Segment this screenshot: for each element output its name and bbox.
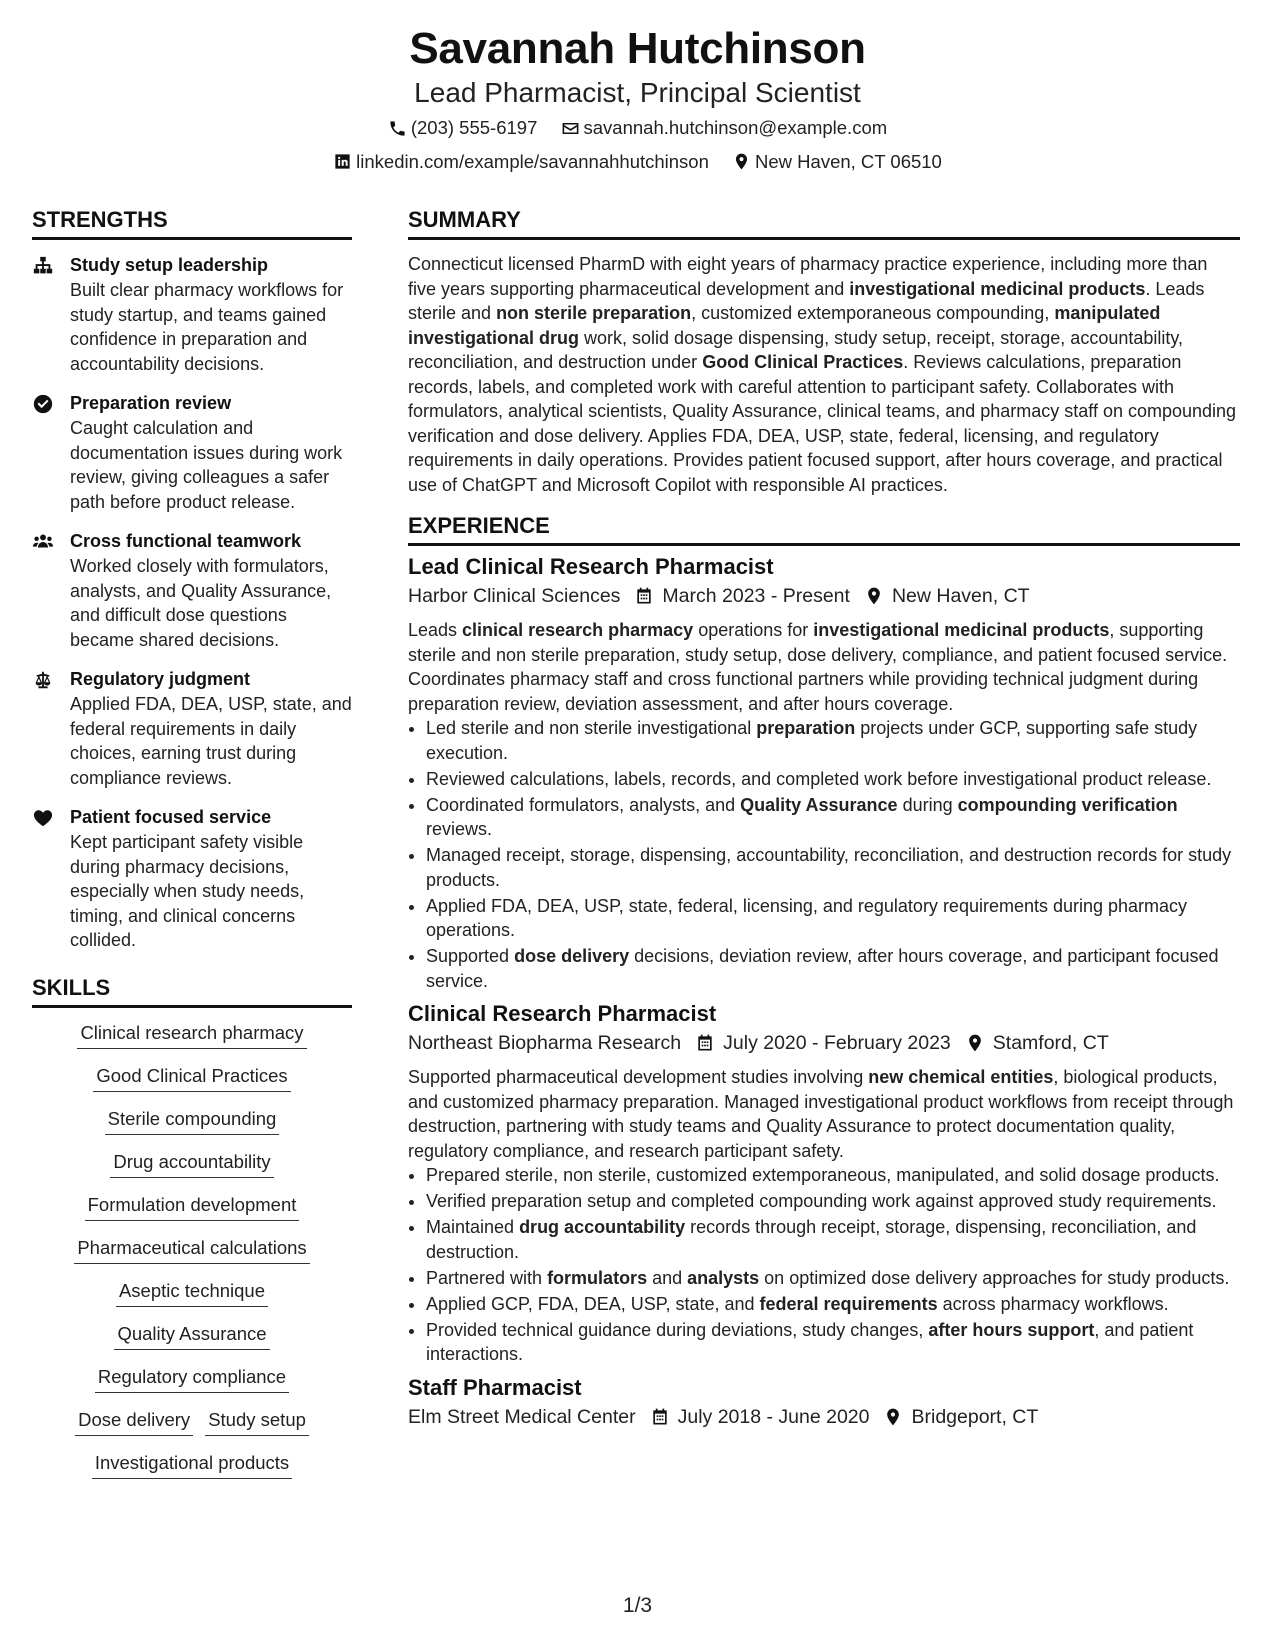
sitemap-icon bbox=[32, 255, 54, 277]
experience-heading: EXPERIENCE bbox=[408, 511, 1240, 546]
phone-contact[interactable] bbox=[388, 116, 538, 140]
strength-title: Study setup leadership bbox=[70, 255, 269, 275]
bullet-item: • Verified preparation setup and completed compounding work against approved study requirements. bbox=[426, 1189, 1240, 1214]
skill-tag: Drug accountability bbox=[110, 1149, 273, 1178]
skill-tag: Regulatory compliance bbox=[95, 1364, 289, 1393]
job-title: Staff Pharmacist bbox=[408, 1374, 582, 1400]
envelope-icon bbox=[561, 119, 580, 138]
job-location: Bridgeport, CT bbox=[911, 1405, 1039, 1428]
strength-item bbox=[32, 252, 352, 376]
contact-line-2 bbox=[0, 150, 1275, 178]
strength-item bbox=[32, 390, 352, 514]
calendar-icon bbox=[650, 1407, 670, 1427]
map-pin-icon bbox=[883, 1407, 903, 1427]
skill-tag: Aseptic technique bbox=[116, 1278, 268, 1307]
linkedin-icon bbox=[333, 152, 352, 171]
bullet-item: • Prepared sterile, non sterile, customized extemporaneous, manipulated, and solid dosage products. bbox=[426, 1163, 1240, 1188]
candidate-title: Lead Pharmacist, Principal Scientist bbox=[414, 77, 861, 108]
skill-tag: Dose delivery bbox=[75, 1407, 193, 1436]
candidate-name: Savannah Hutchinson bbox=[409, 24, 866, 73]
strength-item bbox=[32, 528, 352, 652]
phone-text: (203) 555-6197 bbox=[410, 117, 538, 138]
contact-line-1 bbox=[0, 116, 1275, 144]
job-dates: July 2018 - June 2020 bbox=[677, 1405, 870, 1428]
strengths-heading: STRENGTHS bbox=[32, 205, 352, 240]
job-entry bbox=[408, 1373, 1240, 1431]
job-meta bbox=[408, 1029, 1240, 1057]
skills-list bbox=[32, 1020, 352, 1479]
right-column bbox=[408, 205, 1240, 1439]
bullet-item: • Maintained drug accountability records through receipt, storage, dispensing, reconciliation, and destruction. bbox=[426, 1215, 1240, 1264]
bullet-item: • Provided technical guidance during deviations, study changes, after hours support, and patient interactions. bbox=[426, 1318, 1240, 1367]
skill-tag: Clinical research pharmacy bbox=[77, 1020, 306, 1049]
strength-desc: Built clear pharmacy workflows for study startup, and teams gained confidence in preparation and accountability decisions. bbox=[70, 280, 344, 374]
job-dates: July 2020 - February 2023 bbox=[723, 1032, 951, 1054]
job-dates: March 2023 - Present bbox=[662, 585, 850, 607]
strength-title: Cross functional teamwork bbox=[70, 531, 302, 551]
job-title: Clinical Research Pharmacist bbox=[408, 1001, 717, 1026]
page-number: 1/3 bbox=[622, 1594, 653, 1617]
strength-item bbox=[32, 666, 352, 790]
calendar-icon bbox=[634, 586, 654, 606]
job-bullets bbox=[408, 716, 1240, 993]
bullet-item: • Supported dose delivery decisions, deviation review, after hours coverage, and participant focused service. bbox=[426, 944, 1240, 993]
bullet-item: • Applied GCP, FDA, DEA, USP, state, and federal requirements across pharmacy workflows. bbox=[426, 1292, 1240, 1317]
linkedin-contact[interactable] bbox=[333, 150, 709, 174]
strength-title: Patient focused service bbox=[70, 807, 272, 827]
company-name: Northeast Biopharma Research bbox=[408, 1032, 682, 1054]
map-pin-icon bbox=[732, 152, 751, 171]
job-bullets bbox=[408, 1163, 1240, 1367]
scale-icon bbox=[32, 669, 54, 691]
location-text: New Haven, CT 06510 bbox=[755, 150, 942, 172]
job-entry bbox=[408, 999, 1240, 1367]
skill-tag: Study setup bbox=[205, 1407, 309, 1436]
strength-item bbox=[32, 804, 352, 953]
calendar-icon bbox=[695, 1033, 715, 1053]
linkedin-text: linkedin.com/example/savannahhutchinson bbox=[356, 150, 709, 172]
email-text: savannah.hutchinson@example.com bbox=[583, 117, 888, 138]
left-column bbox=[32, 205, 352, 1493]
skill-tag: Formulation development bbox=[85, 1192, 300, 1221]
strength-desc: Applied FDA, DEA, USP, state, and federal requirements in daily choices, earning trust during compliance reviews. bbox=[70, 694, 352, 788]
strength-title: Preparation review bbox=[70, 393, 232, 413]
bullet-item: • Partnered with formulators and analysts on optimized dose delivery approaches for study products. bbox=[426, 1266, 1240, 1291]
company-name: Harbor Clinical Sciences bbox=[408, 585, 621, 607]
strength-desc: Caught calculation and documentation issues during work review, giving colleagues a safer path before product release. bbox=[70, 418, 343, 512]
skill-tag: Pharmaceutical calculations bbox=[74, 1235, 309, 1264]
company-name: Elm Street Medical Center bbox=[408, 1405, 636, 1428]
job-location: Stamford, CT bbox=[992, 1032, 1109, 1054]
job-meta bbox=[408, 1403, 1240, 1431]
job-meta bbox=[408, 582, 1240, 610]
users-icon bbox=[32, 531, 54, 553]
bullet-item: • Managed receipt, storage, dispensing, accountability, reconciliation, and destruction records for study products. bbox=[426, 843, 1240, 892]
email-contact[interactable] bbox=[561, 116, 888, 140]
summary-heading: SUMMARY bbox=[408, 205, 1240, 240]
location-contact bbox=[732, 150, 942, 174]
skill-tag: Quality Assurance bbox=[114, 1321, 269, 1350]
skill-tag: Investigational products bbox=[92, 1450, 292, 1479]
check-circle-icon bbox=[32, 393, 54, 415]
map-pin-icon bbox=[864, 586, 884, 606]
strength-desc: Kept participant safety visible during pharmacy decisions, especially when study needs, timing, and clinical concerns collided. bbox=[70, 832, 305, 950]
bullet-item: • Applied FDA, DEA, USP, state, federal, licensing, and regulatory requirements during pharmacy operations. bbox=[426, 894, 1240, 943]
resume-header bbox=[0, 22, 1275, 177]
job-location: New Haven, CT bbox=[891, 585, 1030, 607]
bullet-item: • Coordinated formulators, analysts, and Quality Assurance during compounding verification reviews. bbox=[426, 793, 1240, 842]
skills-heading: SKILLS bbox=[32, 973, 352, 1008]
bullet-item: • Led sterile and non sterile investigational preparation projects under GCP, supporting safe study execution. bbox=[426, 716, 1240, 765]
job-description: Leads clinical research pharmacy operations for investigational medicinal products, supporting sterile and non sterile preparation, study setup, dose delivery, compliance, and patient focused service. Coordinates pharmacy staff and cross functional partners while providing technical judgment during preparation review, deviation assessment, and after hours coverage. bbox=[408, 620, 1228, 714]
strength-title: Regulatory judgment bbox=[70, 669, 251, 689]
job-entry bbox=[408, 552, 1240, 993]
job-title: Lead Clinical Research Pharmacist bbox=[408, 554, 774, 579]
job-description: Supported pharmaceutical development studies involving new chemical entities, biological products, and customized pharmacy preparation. Managed investigational product workflows from receipt through destruction, partnering with study teams and Quality Assurance to protect documentation quality, regulatory compliance, and research participant safety. bbox=[408, 1067, 1234, 1161]
phone-icon bbox=[388, 119, 407, 138]
skill-tag: Sterile compounding bbox=[105, 1106, 280, 1135]
skill-tag: Good Clinical Practices bbox=[93, 1063, 290, 1092]
heart-icon bbox=[32, 807, 54, 829]
strength-desc: Worked closely with formulators, analysts, and Quality Assurance, and difficult dose questions became shared decisions. bbox=[70, 556, 332, 650]
bullet-item: • Reviewed calculations, labels, records, and completed work before investigational product release. bbox=[426, 767, 1240, 792]
summary-text: Connecticut licensed PharmD with eight years of pharmacy practice experience, including more than five years supporting pharmaceutical development and investigational medicinal products. Leads sterile and non sterile preparation, customized extemporaneous compounding, manipulated investigational drug work, solid dosage dispensing, study setup, receipt, storage, accountability, reconciliation, and destruction under Good Clinical Practices. Reviews calculations, preparation records, labels, and completed work with careful attention to participant safety. Collaborates with formulators, analytical scientists, Quality Assurance, clinical teams, and pharmacy staff on compounding verification and dose delivery. Applies FDA, DEA, USP, state, federal, licensing, and regulatory requirements in daily operations. Provides patient focused support, after hours coverage, and practical use of ChatGPT and Microsoft Copilot with responsible AI practices. bbox=[408, 254, 1237, 495]
map-pin-icon bbox=[965, 1033, 985, 1053]
strengths-list bbox=[32, 252, 352, 953]
